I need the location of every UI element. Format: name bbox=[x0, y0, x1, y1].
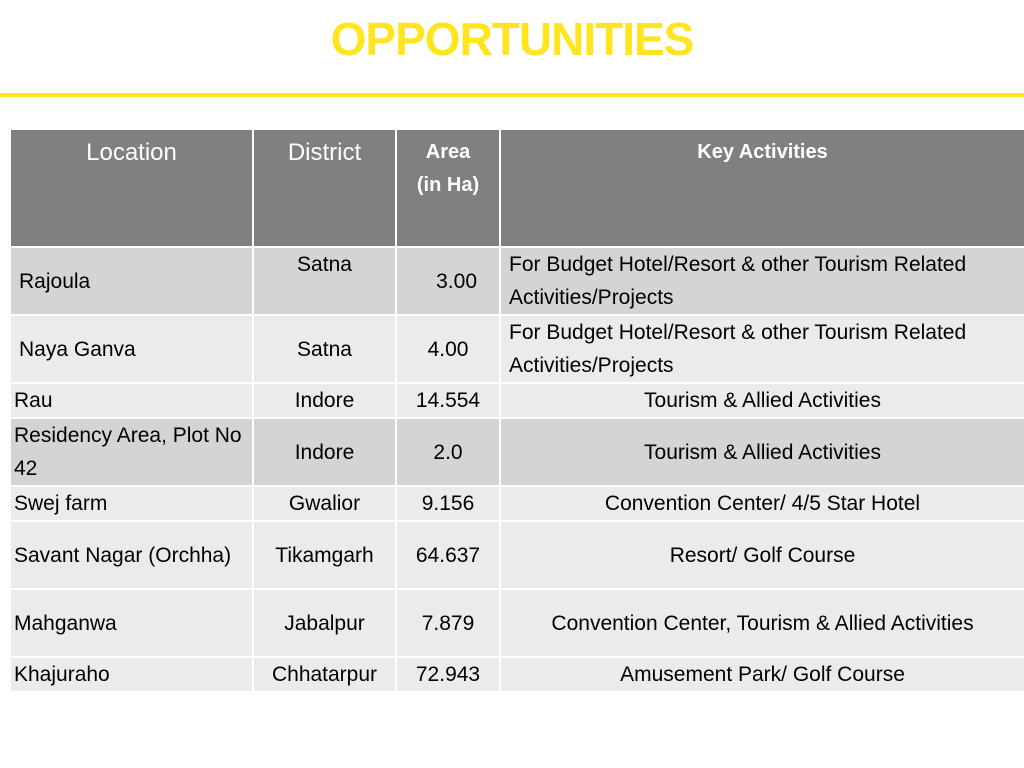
cell-area: 9.156 bbox=[396, 486, 500, 521]
header-district: District bbox=[253, 129, 396, 247]
cell-activities: Amusement Park/ Golf Course bbox=[500, 657, 1024, 692]
title-underline bbox=[0, 93, 1024, 97]
cell-location: Rau bbox=[10, 383, 253, 418]
cell-activities: For Budget Hotel/Resort & other Tourism Related Activities/Projects bbox=[500, 315, 1024, 383]
table-row bbox=[10, 418, 1024, 486]
cell-location: Khajuraho bbox=[10, 657, 253, 692]
cell-activities: Convention Center, Tourism & Allied Activities bbox=[500, 589, 1024, 657]
header-area-line1: Area bbox=[425, 141, 471, 163]
cell-activities: Resort/ Golf Course bbox=[500, 521, 1024, 589]
cell-location: Residency Area, Plot No 42 bbox=[10, 418, 253, 486]
header-area bbox=[396, 129, 500, 247]
cell-area: 4.00 bbox=[396, 315, 500, 383]
cell-activities: Convention Center/ 4/5 Star Hotel bbox=[500, 486, 1024, 521]
cell-location: Savant Nagar (Orchha) bbox=[10, 521, 253, 589]
cell-area: 14.554 bbox=[396, 383, 500, 418]
cell-area: 72.943 bbox=[396, 657, 500, 692]
cell-location: Naya Ganva bbox=[10, 315, 253, 383]
cell-activities: For Budget Hotel/Resort & other Tourism Related Activities/Projects bbox=[500, 247, 1024, 315]
cell-district: Satna bbox=[253, 247, 396, 315]
cell-location: Mahganwa bbox=[10, 589, 253, 657]
cell-district: Chhatarpur bbox=[253, 657, 396, 692]
cell-location: Rajoula bbox=[10, 247, 253, 315]
cell-area: 2.0 bbox=[396, 418, 500, 486]
header-key-activities: Key Activities bbox=[500, 129, 1024, 247]
cell-district: Jabalpur bbox=[253, 589, 396, 657]
cell-district: Satna bbox=[253, 315, 396, 383]
table-header-row bbox=[10, 129, 1024, 247]
header-area-line2: (in Ha) bbox=[416, 174, 480, 196]
cell-district: Tikamgarh bbox=[253, 521, 396, 589]
cell-activities: Tourism & Allied Activities bbox=[500, 383, 1024, 418]
cell-district: Gwalior bbox=[253, 486, 396, 521]
cell-activities: Tourism & Allied Activities bbox=[500, 418, 1024, 486]
cell-location: Swej farm bbox=[10, 486, 253, 521]
header-location: Location bbox=[10, 129, 253, 247]
table-row bbox=[10, 521, 1024, 589]
page-title: OPPORTUNITIES bbox=[330, 13, 694, 65]
cell-area: 3.00 bbox=[396, 247, 500, 315]
cell-district: Indore bbox=[253, 418, 396, 486]
cell-area: 7.879 bbox=[396, 589, 500, 657]
cell-district: Indore bbox=[253, 383, 396, 418]
table-row bbox=[10, 383, 1024, 418]
table-row bbox=[10, 486, 1024, 521]
table-row bbox=[10, 247, 1024, 315]
table-row bbox=[10, 589, 1024, 657]
table-row bbox=[10, 657, 1024, 692]
opportunities-table bbox=[9, 128, 1024, 693]
table-row bbox=[10, 315, 1024, 383]
cell-area: 64.637 bbox=[396, 521, 500, 589]
